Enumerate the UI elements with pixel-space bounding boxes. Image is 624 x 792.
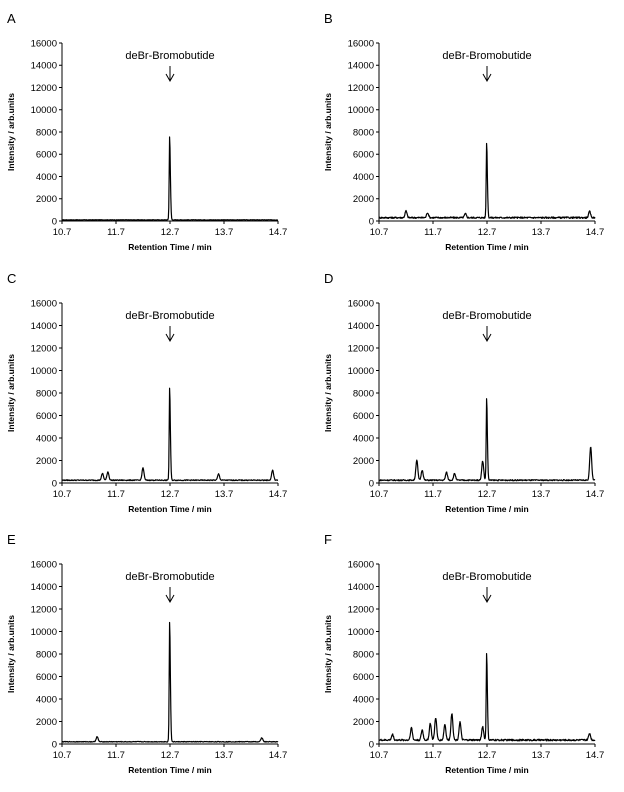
peak-annotation-label: deBr-Bromobutide	[125, 50, 215, 62]
y-tick-label: 16000	[347, 38, 374, 50]
y-tick-label: 12000	[30, 343, 57, 355]
y-tick-label: 8000	[352, 649, 374, 661]
y-tick-label: 2000	[352, 716, 374, 728]
y-tick-label: 8000	[35, 649, 57, 661]
x-tick-label: 11.7	[424, 489, 442, 500]
y-tick-label: 4000	[35, 694, 57, 706]
y-tick-label: 0	[51, 216, 57, 228]
panel-letter: E	[7, 532, 16, 547]
x-tick-label: 12.7	[160, 489, 180, 500]
y-tick-label: 6000	[35, 671, 57, 683]
panel-letter: B	[324, 11, 333, 26]
y-tick-label: 16000	[347, 298, 374, 310]
x-tick-label: 13.7	[214, 227, 234, 238]
y-tick-label: 0	[368, 739, 374, 751]
x-tick-label: 11.7	[107, 227, 125, 238]
y-tick-label: 14000	[30, 60, 57, 72]
y-tick-label: 12000	[347, 82, 374, 94]
x-tick-label: 10.7	[52, 489, 72, 500]
panel-letter: F	[324, 532, 332, 547]
peak-arrow-icon	[166, 587, 174, 602]
y-tick-label: 2000	[35, 194, 57, 206]
y-tick-label: 16000	[347, 559, 374, 571]
y-tick-label: 6000	[352, 671, 374, 683]
peak-arrow-icon	[483, 326, 491, 341]
chromatogram-panel-b	[323, 11, 604, 252]
y-tick-label: 12000	[347, 604, 374, 616]
x-tick-label: 12.7	[477, 750, 497, 761]
y-tick-label: 0	[51, 739, 57, 751]
y-tick-label: 6000	[352, 410, 374, 422]
x-tick-label: 13.7	[531, 227, 551, 238]
x-axis-title: Retention Time / min	[128, 765, 212, 775]
x-tick-label: 14.7	[268, 227, 288, 238]
y-tick-label: 0	[368, 478, 374, 490]
panel-letter: C	[7, 271, 17, 286]
panel-letter: A	[7, 11, 16, 26]
x-tick-label: 14.7	[268, 489, 288, 500]
x-tick-label: 10.7	[52, 750, 72, 761]
y-axis-title: Intensity / arb.units	[6, 354, 16, 432]
y-tick-label: 6000	[35, 410, 57, 422]
chromatogram-panel-d	[323, 271, 604, 514]
x-tick-label: 11.7	[107, 750, 125, 761]
x-tick-label: 10.7	[369, 489, 389, 500]
x-tick-label: 14.7	[585, 489, 605, 500]
y-tick-label: 2000	[352, 194, 374, 206]
peak-annotation-label: deBr-Bromobutide	[125, 571, 215, 583]
panel-letter: D	[324, 271, 334, 286]
y-axis-title: Intensity / arb.units	[323, 615, 333, 693]
x-tick-label: 10.7	[52, 227, 72, 238]
y-tick-label: 2000	[352, 455, 374, 467]
y-axis-title: Intensity / arb.units	[323, 93, 333, 171]
chromatogram-trace	[379, 654, 595, 741]
peak-arrow-icon	[483, 66, 491, 81]
chromatogram-panel-e	[6, 532, 287, 775]
y-tick-label: 12000	[347, 343, 374, 355]
y-tick-label: 16000	[30, 559, 57, 571]
y-tick-label: 2000	[35, 716, 57, 728]
chromatogram-trace	[379, 143, 595, 218]
x-tick-label: 12.7	[477, 489, 497, 500]
peak-arrow-icon	[166, 326, 174, 341]
y-tick-label: 4000	[352, 171, 374, 183]
x-tick-label: 11.7	[424, 750, 442, 761]
y-tick-label: 14000	[30, 581, 57, 593]
y-tick-label: 8000	[35, 388, 57, 400]
y-tick-label: 8000	[352, 388, 374, 400]
x-axis-title: Retention Time / min	[128, 242, 212, 252]
peak-annotation-label: deBr-Bromobutide	[442, 50, 532, 62]
y-tick-label: 8000	[35, 127, 57, 139]
chromatogram-panel-a	[6, 11, 287, 252]
x-tick-label: 13.7	[531, 489, 551, 500]
y-tick-label: 4000	[352, 433, 374, 445]
y-tick-label: 12000	[30, 82, 57, 94]
x-axis-title: Retention Time / min	[445, 242, 529, 252]
y-tick-label: 10000	[30, 626, 57, 638]
peak-annotation-label: deBr-Bromobutide	[125, 310, 215, 322]
y-tick-label: 14000	[347, 60, 374, 72]
y-tick-label: 14000	[347, 320, 374, 332]
x-tick-label: 12.7	[477, 227, 497, 238]
y-tick-label: 14000	[30, 320, 57, 332]
chromatogram-trace	[379, 399, 595, 481]
x-tick-label: 12.7	[160, 227, 180, 238]
x-tick-label: 14.7	[585, 750, 605, 761]
y-tick-label: 12000	[30, 604, 57, 616]
chromatogram-panel-f	[323, 532, 604, 775]
y-tick-label: 2000	[35, 455, 57, 467]
chromatogram-panel-c	[6, 271, 287, 514]
y-tick-label: 10000	[30, 365, 57, 377]
y-tick-label: 8000	[352, 127, 374, 139]
x-tick-label: 14.7	[268, 750, 288, 761]
y-tick-label: 4000	[35, 433, 57, 445]
y-tick-label: 16000	[30, 298, 57, 310]
y-tick-label: 6000	[35, 149, 57, 161]
chromatogram-trace	[62, 622, 278, 742]
x-axis-title: Retention Time / min	[128, 504, 212, 514]
x-axis-title: Retention Time / min	[445, 765, 529, 775]
y-tick-label: 16000	[30, 38, 57, 50]
y-axis-title: Intensity / arb.units	[6, 93, 16, 171]
y-tick-label: 4000	[35, 171, 57, 183]
y-tick-label: 0	[368, 216, 374, 228]
x-tick-label: 10.7	[369, 227, 389, 238]
peak-annotation-label: deBr-Bromobutide	[442, 571, 532, 583]
x-tick-label: 14.7	[585, 227, 605, 238]
y-axis-title: Intensity / arb.units	[6, 615, 16, 693]
x-tick-label: 11.7	[107, 489, 125, 500]
chromatogram-trace	[62, 388, 278, 480]
chromatogram-trace	[62, 137, 278, 220]
y-tick-label: 14000	[347, 581, 374, 593]
x-tick-label: 11.7	[424, 227, 442, 238]
x-tick-label: 13.7	[214, 489, 234, 500]
y-tick-label: 6000	[352, 149, 374, 161]
peak-arrow-icon	[166, 66, 174, 81]
y-tick-label: 10000	[347, 626, 374, 638]
x-tick-label: 12.7	[160, 750, 180, 761]
x-tick-label: 13.7	[214, 750, 234, 761]
x-axis-title: Retention Time / min	[445, 504, 529, 514]
y-axis-title: Intensity / arb.units	[323, 354, 333, 432]
x-tick-label: 13.7	[531, 750, 551, 761]
x-tick-label: 10.7	[369, 750, 389, 761]
y-tick-label: 4000	[352, 694, 374, 706]
y-tick-label: 10000	[347, 365, 374, 377]
peak-arrow-icon	[483, 587, 491, 602]
y-tick-label: 10000	[30, 105, 57, 117]
y-tick-label: 10000	[347, 105, 374, 117]
peak-annotation-label: deBr-Bromobutide	[442, 310, 532, 322]
y-tick-label: 0	[51, 478, 57, 490]
